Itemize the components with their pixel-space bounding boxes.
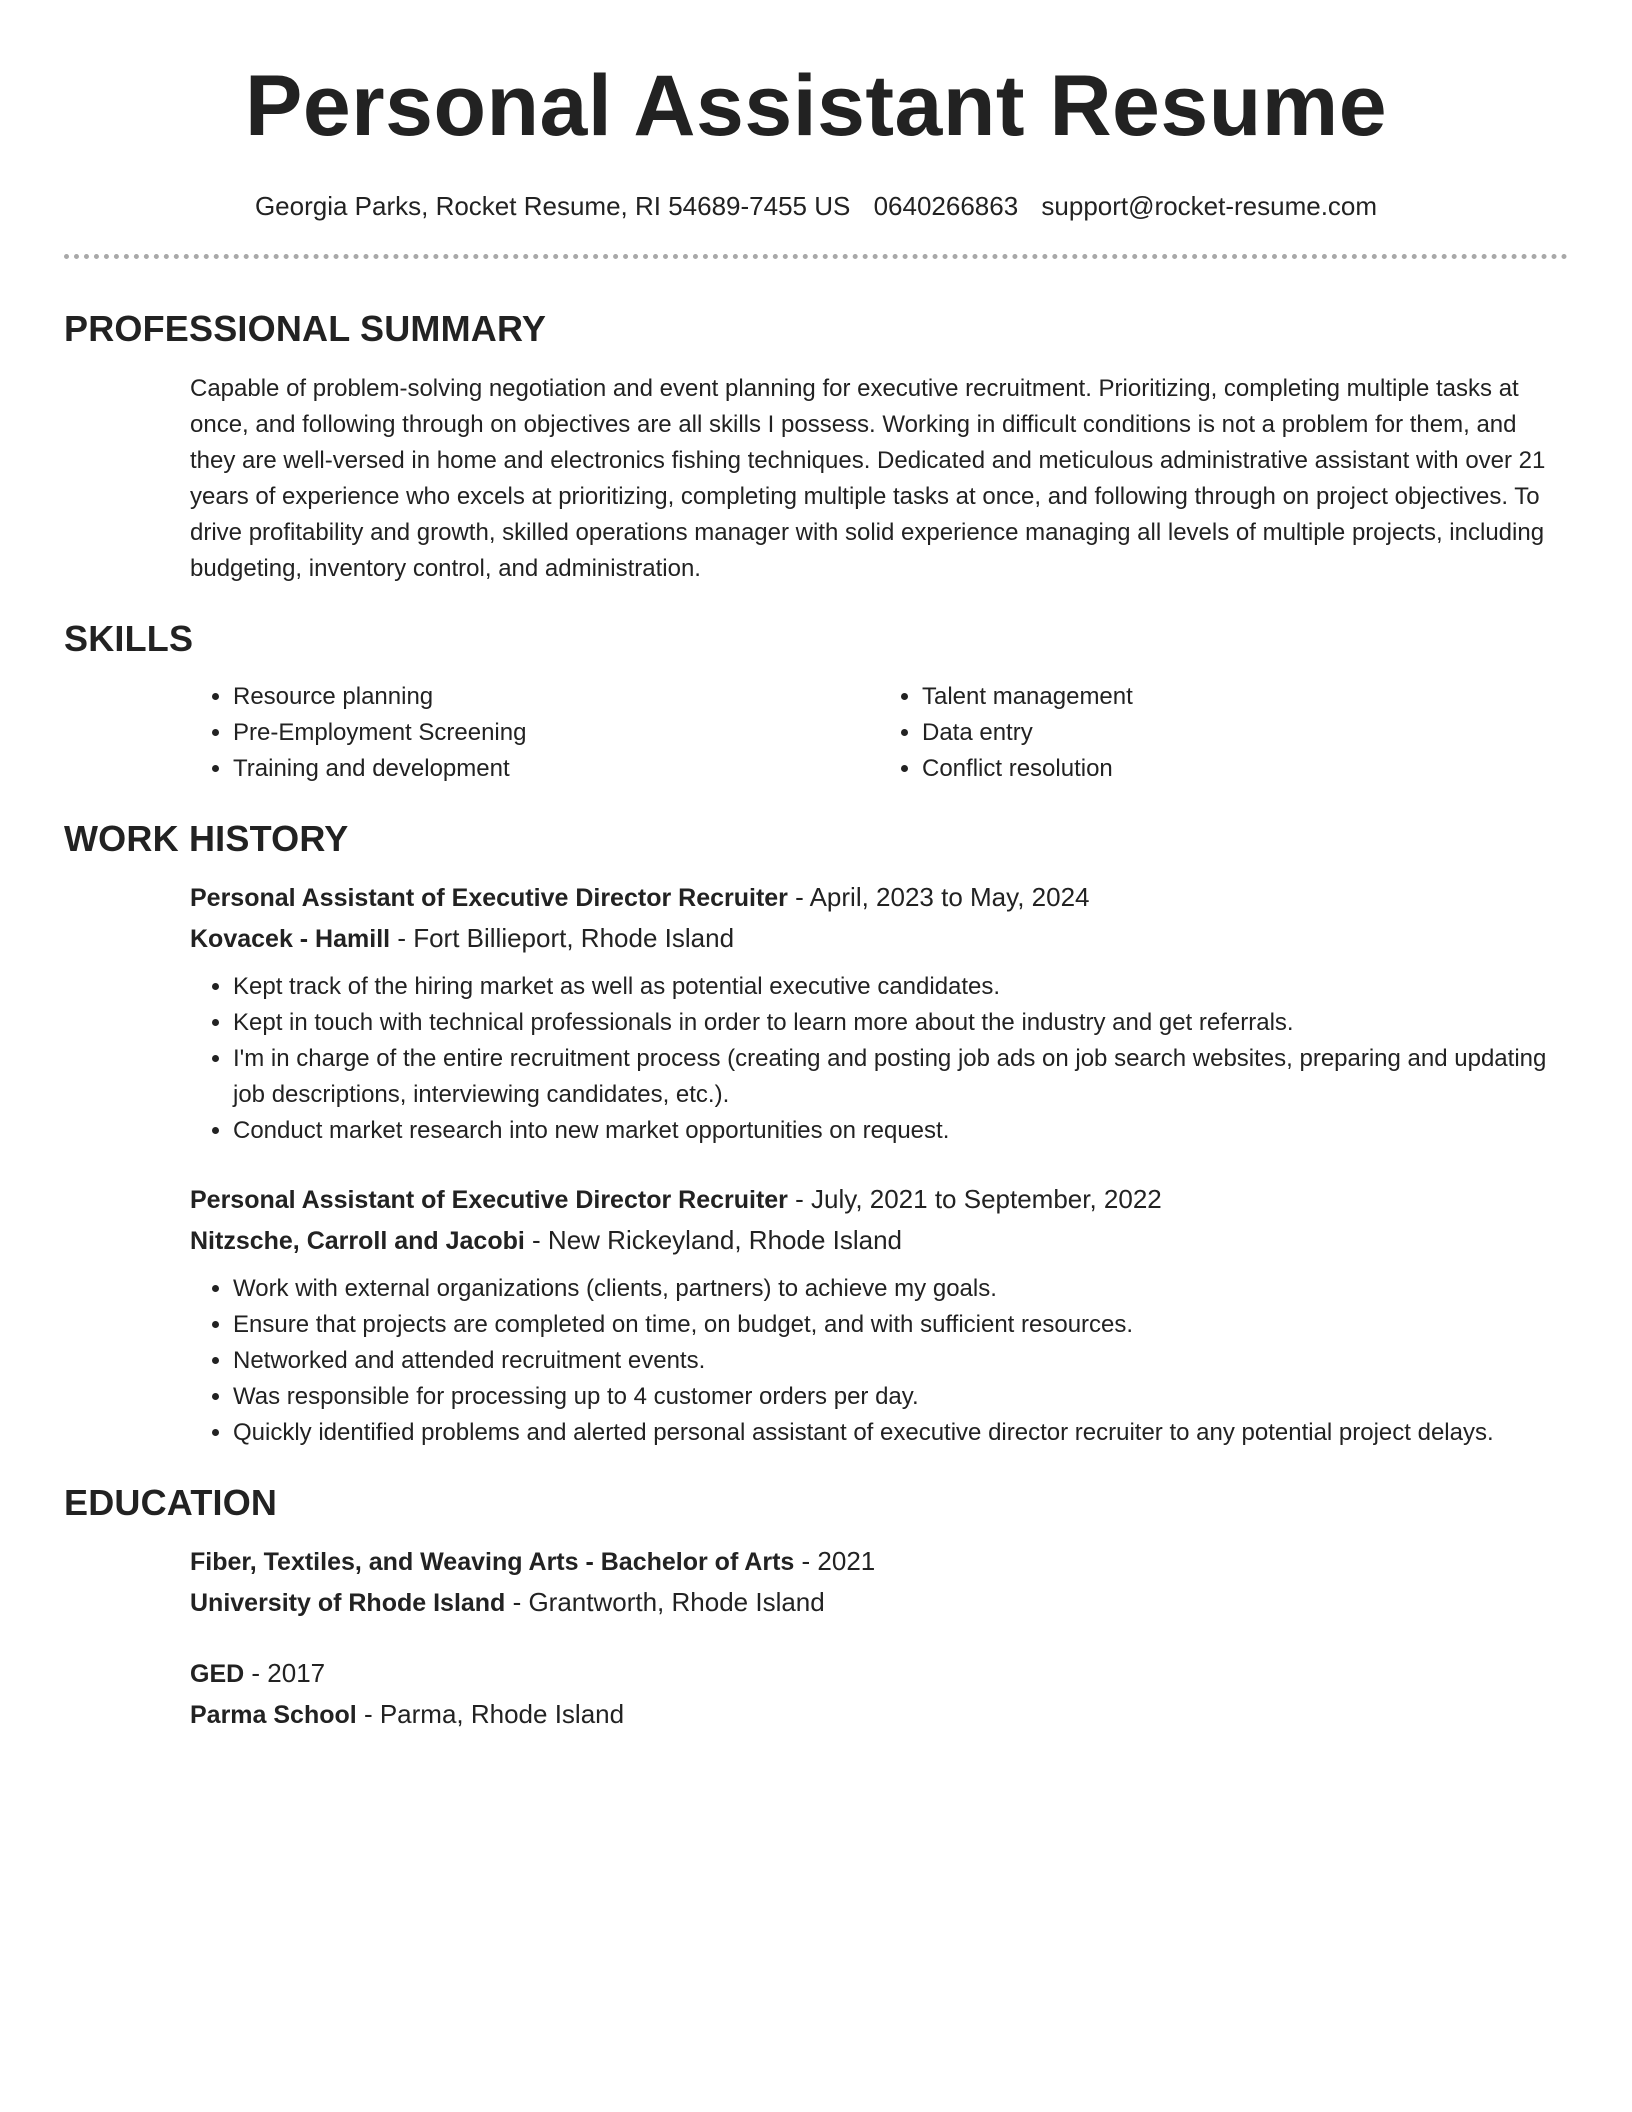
job-entry [64,877,1568,1149]
education-degree-line [190,1541,1568,1582]
job-title: Personal Assistant of Executive Director Recruiter [190,1186,788,1214]
job-bullet: • Work with external organizations (clients, partners) to achieve my goals. [233,1271,1568,1307]
job-company: Nitzsche, Carroll and Jacobi [190,1227,525,1255]
skill-item: • Resource planning [233,679,879,715]
job-title: Personal Assistant of Executive Director Recruiter [190,884,788,912]
resume-title: Personal Assistant Resume [244,58,1388,154]
job-location: - Fort Billieport, Rhode Island [390,923,735,953]
job-dates: - July, 2021 to September, 2022 [787,1184,1162,1214]
job-bullet: • Networked and attended recruitment events. [233,1343,1568,1379]
education-year: - 2021 [794,1546,876,1576]
job-title-line [190,877,1568,918]
education-school-line [190,1694,1568,1735]
education-school-line [190,1582,1568,1623]
job-title-line [190,1179,1568,1220]
skill-item: • Talent management [922,679,1568,715]
job-bullets [190,969,1568,1149]
job-company-line [190,918,1568,959]
skills-column-left [190,679,879,787]
job-bullet: • Was responsible for processing up to 4 customer orders per day. [233,1379,1568,1415]
summary-text: Capable of problem-solving negotiation and event planning for executive recruitment. Prioritizing, completing multiple tasks at once, and following through on objectives are all skills I possess. Working in difficult conditions is not a problem for them, and they are well-versed in home and electronics fishing techniques. Dedicated and meticulous administrative assistant with over 21 years of experience who excels at prioritizing, completing multiple tasks at once, and following through on project objectives. To drive profitability and growth, skilled operations manager with solid experience managing all levels of multiple projects, including budgeting, inventory control, and administration. [190,375,1546,582]
education-school: Parma School [190,1701,357,1729]
job-bullets [190,1271,1568,1451]
contact-phone: 0640266863 [873,191,1019,221]
section-title-work: WORK HISTORY [64,818,349,859]
work-section [64,817,1568,1451]
education-year: - 2017 [244,1658,326,1688]
job-bullet: • Conduct market research into new market opportunities on request. [233,1113,1568,1149]
section-title-skills: SKILLS [64,618,194,659]
job-bullet: • Kept track of the hiring market as well as potential executive candidates. [233,969,1568,1005]
education-degree: Fiber, Textiles, and Weaving Arts - Bachelor of Arts [190,1548,795,1576]
education-school: University of Rhode Island [190,1589,506,1617]
header-divider [64,254,1568,259]
contact-email: support@rocket-resume.com [1041,191,1378,221]
section-title-education: EDUCATION [64,1482,278,1523]
education-degree: GED [190,1660,245,1688]
skill-item: • Pre-Employment Screening [233,715,879,751]
education-location: - Parma, Rhode Island [356,1699,625,1729]
contact-address: Georgia Parks, Rocket Resume, RI 54689-7455 US [254,191,851,221]
skill-item: • Conflict resolution [922,751,1568,787]
job-dates: - April, 2023 to May, 2024 [787,882,1090,912]
summary-section [64,307,1568,587]
skills-column-right [879,679,1568,787]
job-bullet: • I'm in charge of the entire recruitment process (creating and posting job ads on job search websites, preparing and updating job descriptions, interviewing candidates, etc.). [233,1041,1568,1113]
skills-section [64,617,1568,787]
job-company-line [190,1220,1568,1261]
skill-item: • Data entry [922,715,1568,751]
education-entry [64,1541,1568,1623]
skills-list [64,679,1568,787]
job-company: Kovacek - Hamill [190,925,391,953]
job-location: - New Rickeyland, Rhode Island [524,1225,903,1255]
job-entry [64,1179,1568,1451]
job-bullet: • Kept in touch with technical professionals in order to learn more about the industry and get referrals. [233,1005,1568,1041]
job-bullet: • Ensure that projects are completed on time, on budget, and with sufficient resources. [233,1307,1568,1343]
skill-item: • Training and development [233,751,879,787]
education-degree-line [190,1653,1568,1694]
job-bullet: • Quickly identified problems and alerted personal assistant of executive director recruiter to any potential project delays. [233,1415,1568,1451]
education-location: - Grantworth, Rhode Island [505,1587,825,1617]
education-entry [64,1653,1568,1735]
education-section [64,1481,1568,1735]
contact-line [64,190,1568,222]
section-title-summary: PROFESSIONAL SUMMARY [64,308,547,349]
